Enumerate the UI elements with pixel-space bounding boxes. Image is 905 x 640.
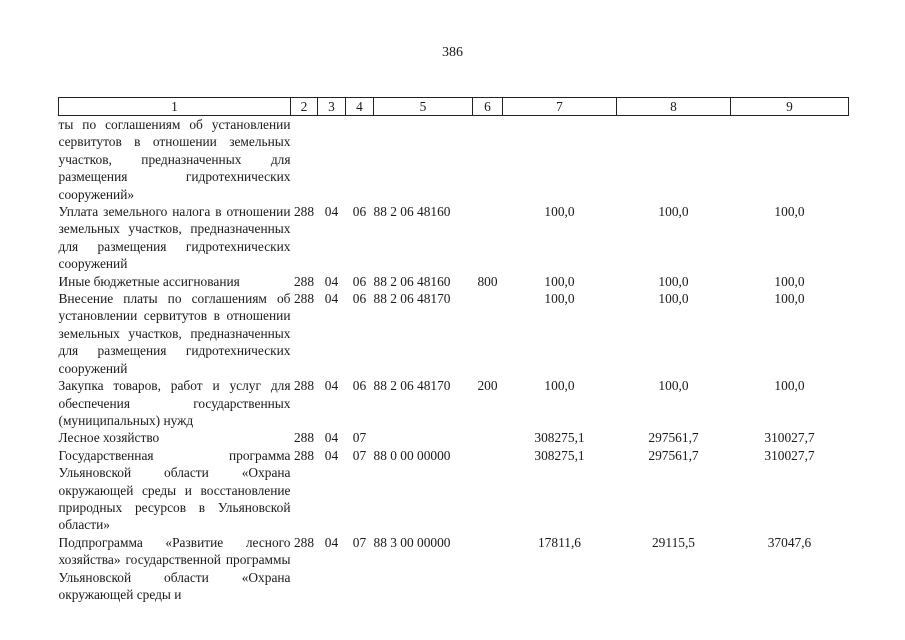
cell-year3: 100,0 — [774, 378, 805, 394]
cell-rz: 04 — [324, 378, 339, 394]
cell-ved: 288 — [293, 447, 315, 463]
cell-rz: 04 — [324, 204, 339, 220]
cell-pr: 07 — [352, 430, 367, 446]
cell-year2: 100,0 — [658, 291, 689, 307]
cell-year2 — [617, 116, 731, 204]
cell-csr: 88 2 06 48170 — [373, 291, 451, 307]
cell-year1: 17811,6 — [537, 534, 582, 550]
page-number: 386 — [442, 45, 463, 60]
cell-year2: 100,0 — [658, 204, 689, 220]
cell-vr: 800 — [477, 273, 498, 289]
budget-table — [58, 97, 849, 603]
cell-year3: 37047,6 — [767, 534, 812, 550]
cell-year3: 100,0 — [774, 291, 805, 307]
table-row — [59, 534, 849, 604]
cell-ved: 288 — [293, 204, 315, 220]
column-header: 8 — [617, 98, 731, 116]
row-name: Уплата земельного налога в отношении земельных участков, предназначенных для размещения гидротехнических сооружений — [58, 204, 291, 272]
cell-year1: 308275,1 — [534, 447, 585, 463]
cell-year1: 308275,1 — [534, 430, 585, 446]
cell-ved: 288 — [293, 378, 315, 394]
column-header: 5 — [374, 98, 473, 116]
column-header: 1 — [59, 98, 291, 116]
cell-vr — [473, 534, 503, 604]
cell-csr: 88 2 06 48170 — [373, 378, 451, 394]
cell-ved: 288 — [293, 273, 315, 289]
table-row — [59, 116, 849, 204]
column-header: 7 — [503, 98, 617, 116]
table-row — [59, 273, 849, 290]
cell-pr — [346, 116, 374, 204]
row-name: ты по соглашениям об установлении сервитутов в отношении земельных участков, предназначенных для размещения гидротехнических сооружений» — [58, 117, 291, 202]
column-header: 2 — [291, 98, 318, 116]
cell-year1: 100,0 — [544, 273, 575, 289]
row-name: Внесение платы по соглашениям об установлении сервитутов в отношении земельных участков, предназначенных для размещения гидротехнических сооружений — [58, 291, 291, 376]
cell-csr — [374, 116, 473, 204]
cell-year2: 100,0 — [658, 273, 689, 289]
cell-year1 — [503, 116, 617, 204]
cell-rz: 04 — [324, 291, 339, 307]
column-header: 6 — [473, 98, 503, 116]
row-name: Подпрограмма «Развитие лесного хозяйства» государственной программы Ульяновской области «Охрана окружающей среды и — [58, 534, 291, 602]
cell-vr — [473, 429, 503, 446]
header-row — [59, 98, 849, 116]
cell-rz: 04 — [324, 447, 339, 463]
cell-pr: 06 — [352, 291, 367, 307]
cell-year3 — [731, 116, 849, 204]
cell-ved — [291, 116, 318, 204]
row-name: Иные бюджетные ассигнования — [58, 273, 240, 289]
cell-pr: 06 — [352, 378, 367, 394]
cell-year2: 100,0 — [658, 378, 689, 394]
table-row — [59, 429, 849, 446]
cell-rz: 04 — [324, 534, 339, 550]
table-row — [59, 290, 849, 377]
table-row — [59, 377, 849, 429]
column-header: 3 — [318, 98, 346, 116]
cell-vr — [473, 203, 503, 273]
cell-ved: 288 — [293, 534, 315, 550]
cell-pr: 06 — [352, 273, 367, 289]
row-name: Закупка товаров, работ и услуг для обеспечения государственных (муниципальных) нужд — [58, 378, 291, 428]
row-name: Лесное хозяйство — [58, 430, 160, 446]
cell-rz — [318, 116, 346, 204]
cell-rz: 04 — [324, 273, 339, 289]
cell-year2: 297561,7 — [648, 430, 699, 446]
column-header: 9 — [731, 98, 849, 116]
cell-vr: 200 — [477, 378, 498, 394]
cell-ved: 288 — [293, 430, 315, 446]
cell-csr: 88 0 00 00000 — [373, 447, 451, 463]
cell-csr: 88 2 06 48160 — [373, 273, 451, 289]
table-row — [59, 203, 849, 273]
cell-csr: 88 2 06 48160 — [373, 204, 451, 220]
cell-pr: 06 — [352, 204, 367, 220]
cell-year1: 100,0 — [544, 204, 575, 220]
cell-vr — [473, 447, 503, 534]
cell-vr — [473, 116, 503, 204]
cell-pr: 07 — [352, 534, 367, 550]
cell-year3: 310027,7 — [764, 430, 815, 446]
column-header: 4 — [346, 98, 374, 116]
cell-vr — [473, 290, 503, 377]
cell-pr: 07 — [352, 447, 367, 463]
cell-year2: 29115,5 — [651, 534, 696, 550]
cell-year3: 310027,7 — [764, 447, 815, 463]
table-row — [59, 447, 849, 534]
cell-csr — [374, 429, 473, 446]
row-name: Государственная программа Ульяновской области «Охрана окружающей среды и восстановление природных ресурсов в Ульяновской области» — [58, 447, 291, 533]
cell-rz: 04 — [324, 430, 339, 446]
cell-year3: 100,0 — [774, 273, 805, 289]
cell-year1: 100,0 — [544, 291, 575, 307]
cell-ved: 288 — [293, 291, 315, 307]
cell-year1: 100,0 — [544, 378, 575, 394]
cell-csr: 88 3 00 00000 — [373, 534, 451, 550]
cell-year3: 100,0 — [774, 204, 805, 220]
cell-year2: 297561,7 — [648, 447, 699, 463]
